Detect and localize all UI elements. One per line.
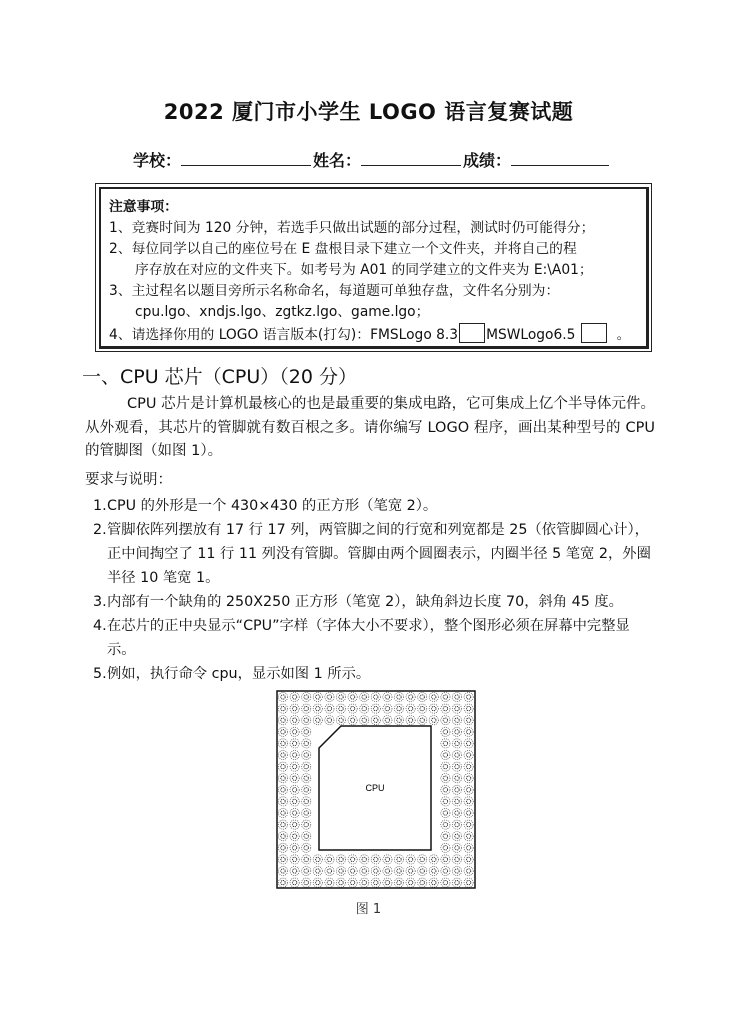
page-title: 2022 厦门市小学生 LOGO 语言复赛试题 bbox=[163, 100, 574, 124]
requirement-item bbox=[93, 590, 658, 614]
school-blank bbox=[181, 151, 311, 166]
figure-caption: 图 1 bbox=[355, 902, 382, 917]
score-label: 成绩： bbox=[463, 151, 512, 170]
name-label: 姓名： bbox=[313, 151, 362, 170]
requirements-list bbox=[93, 494, 658, 686]
notice-item-2-cont: 序存放在对应的文件夹下。如考号为 A01 的同学建立的文件夹为 E:\A01； bbox=[135, 262, 593, 278]
notice-item-3: 3、主过程名以题目旁所示名称命名，每道题可单独存盘，文件名分别为： bbox=[109, 283, 560, 299]
req-text: CPU 的外形是一个 430×430 的正方形（笔宽 2）。 bbox=[107, 498, 438, 514]
requirement-item bbox=[93, 494, 658, 518]
notice-heading: 注意事项： bbox=[109, 199, 178, 215]
req-num: 5. bbox=[93, 666, 107, 682]
requirements-heading: 要求与说明： bbox=[85, 472, 172, 488]
requirement-item bbox=[93, 662, 658, 686]
requirement-item bbox=[93, 518, 658, 590]
req-num: 4. bbox=[93, 618, 107, 634]
cpu-pin-diagram bbox=[276, 690, 476, 889]
mswlogo-checkbox[interactable] bbox=[581, 323, 607, 343]
req-num: 1. bbox=[93, 498, 107, 514]
notice-box bbox=[95, 183, 652, 352]
req-text: 在芯片的正中央显示“CPU”字样（字体大小不要求），整个图形必须在屏幕中完整显示。 bbox=[107, 618, 630, 658]
chip-label: CPU bbox=[365, 783, 385, 793]
fmslogo-checkbox[interactable] bbox=[459, 323, 485, 343]
version-option2: MSWLogo6.5 bbox=[486, 327, 576, 343]
req-num: 2. bbox=[93, 522, 107, 538]
req-text: 管脚依阵列摆放有 17 行 17 列，两管脚之间的行宽和列宽都是 25（依管脚圆心计），正中间掏空了 11 行 11 列没有管脚。管脚由两个圆圈表示，内圈半径 5 笔宽 2，外圈半径 10 笔宽 1。 bbox=[107, 522, 651, 586]
score-blank bbox=[511, 151, 609, 166]
notice-item-2: 2、每位同学以自己的座位号在 E 盘根目录下建立一个文件夹，并将自己的程 bbox=[109, 241, 577, 257]
notice-item-4 bbox=[109, 323, 646, 346]
req-num: 3. bbox=[93, 594, 107, 610]
version-prefix: 4、请选择你用的 LOGO 语言版本(打勾)：FMSLogo 8.3 bbox=[109, 327, 459, 343]
school-label: 学校： bbox=[133, 151, 182, 170]
req-text: 例如，执行命令 cpu，显示如图 1 所示。 bbox=[107, 666, 371, 682]
name-blank bbox=[361, 151, 461, 166]
section-paragraph: CPU 芯片是计算机最核心的也是最重要的集成电路，它可集成上亿个半导体元件。从外观看，其芯片的管脚就有数百根之多。请你编写 LOGO 程序，画出某种型号的 CPU 的管脚图（如图 1）。 bbox=[85, 396, 655, 459]
version-suffix: 。 bbox=[616, 327, 631, 343]
notice-item-3-cont: cpu.lgo、xndjs.lgo、zgtkz.lgo、game.lgo； bbox=[135, 304, 430, 320]
section-title: 一、CPU 芯片（CPU）（20 分） bbox=[82, 366, 358, 388]
notice-item-1: 1、竞赛时间为 120 分钟，若选手只做出试题的部分过程，测试时仍可能得分； bbox=[109, 220, 595, 236]
req-text: 内部有一个缺角的 250X250 正方形（笔宽 2），缺角斜边长度 70，斜角 45 度。 bbox=[107, 594, 623, 610]
requirement-item bbox=[93, 614, 658, 662]
student-info-line bbox=[133, 148, 611, 171]
